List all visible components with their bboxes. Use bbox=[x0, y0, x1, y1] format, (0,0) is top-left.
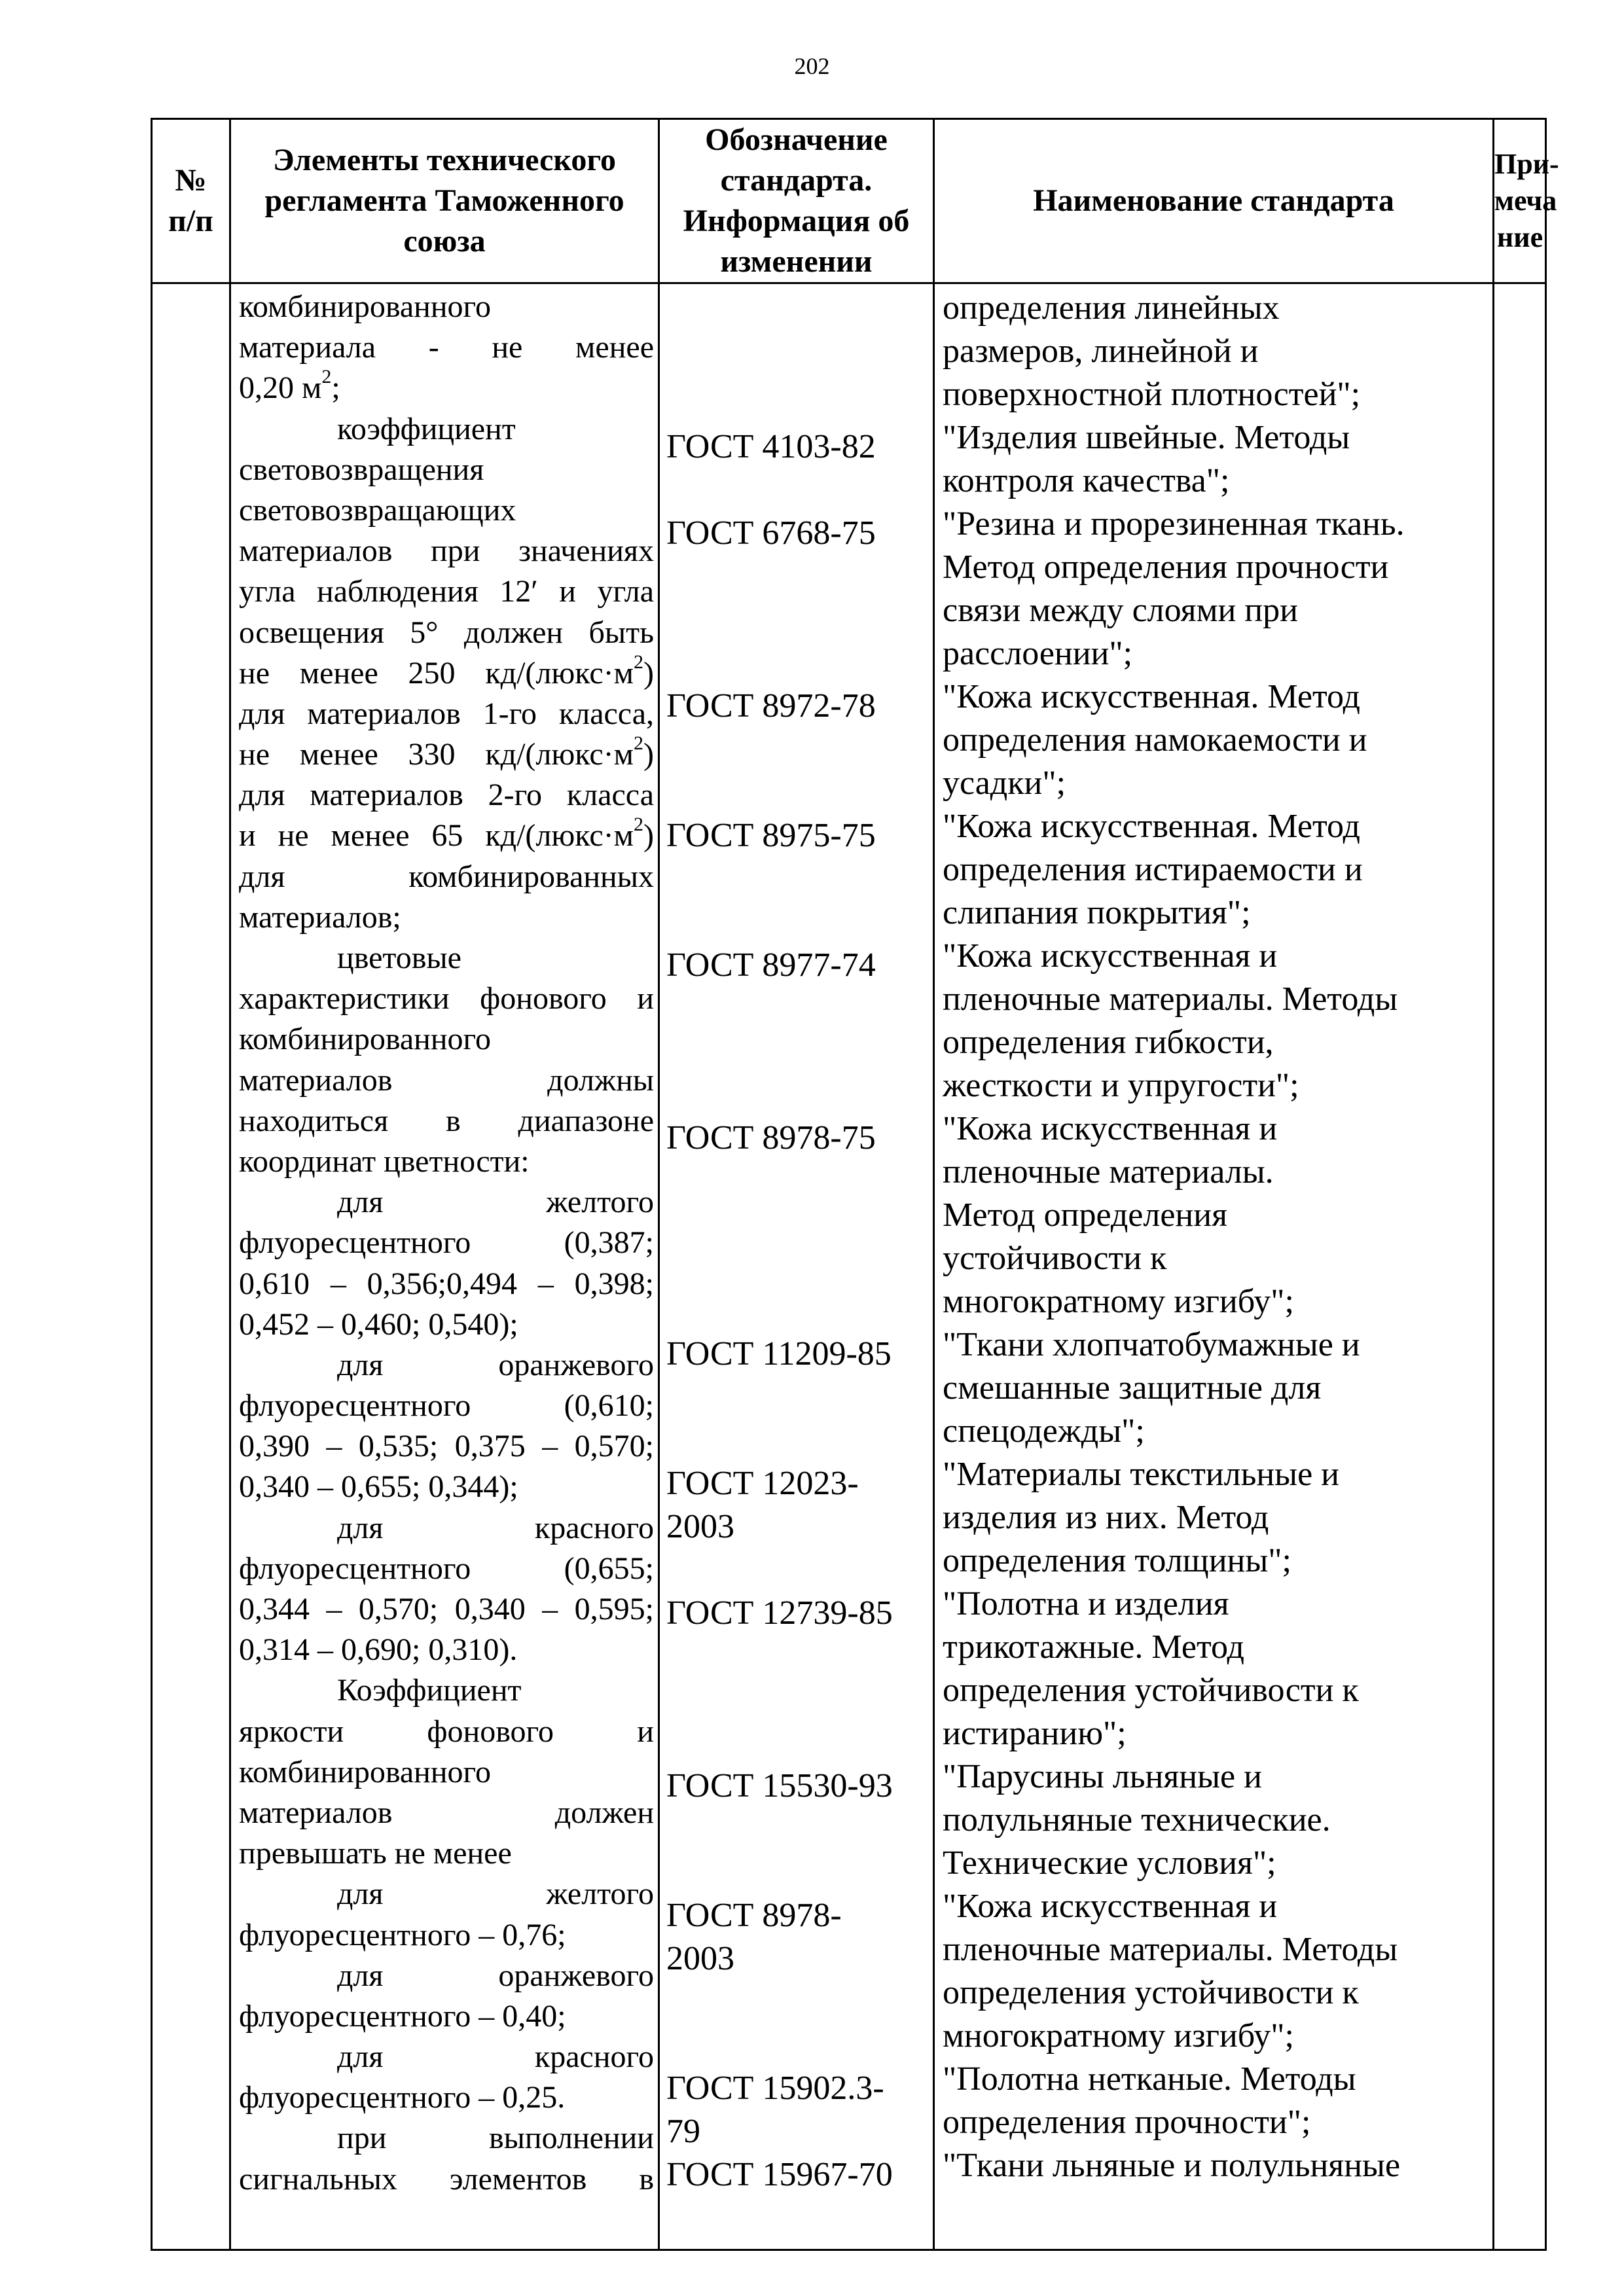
element-text-line: при выполнении bbox=[337, 2121, 654, 2156]
element-text-line: не менее 330 $кд/(люкс\cdot м^2)$ bbox=[239, 732, 654, 772]
element-text-line: материалов должны bbox=[239, 1062, 654, 1098]
standard-name-line: Технические условия"; bbox=[943, 1844, 1276, 1882]
element-text-line: для красного bbox=[337, 1510, 654, 1545]
header-num: № п/п bbox=[152, 119, 230, 283]
standard-name-line: спецодежды"; bbox=[943, 1412, 1145, 1450]
standard-code: ГОСТ 12739-85 bbox=[666, 1594, 893, 1632]
element-text-line: световозвращающих bbox=[239, 492, 516, 528]
element-text-line: для материалов 2-го класса bbox=[239, 778, 654, 813]
standard-name-line: расслоении"; bbox=[943, 635, 1133, 672]
element-text-line: яркости фонового и bbox=[239, 1713, 654, 1749]
element-text-line: не менее 250 $кд/(люкс\cdot м^2)$ bbox=[239, 651, 654, 691]
element-text-line: материалов; bbox=[239, 899, 401, 935]
standard-name-line: полульняные технические. bbox=[943, 1801, 1331, 1839]
standard-name-line: определения устойчивости к bbox=[943, 1672, 1359, 1709]
standard-code: ГОСТ 4103-82 bbox=[666, 428, 876, 465]
standard-code: ГОСТ 15530-93 bbox=[666, 1767, 893, 1804]
element-text-line: находиться в диапазоне bbox=[239, 1103, 654, 1138]
standard-name-line: "Резина и прорезиненная ткань. bbox=[943, 505, 1405, 543]
element-text-line: коэффициент bbox=[337, 411, 516, 446]
standard-name-line: изделия из них. Метод bbox=[943, 1499, 1269, 1536]
element-text-line: 0,314 – 0,690; 0,310). bbox=[239, 1632, 518, 1668]
standard-name-line: устойчивости к bbox=[943, 1240, 1167, 1277]
table-header-row bbox=[152, 119, 1546, 283]
element-text-line: для оранжевого bbox=[337, 1958, 654, 1993]
standard-name-line: поверхностной плотностей"; bbox=[943, 376, 1361, 413]
page-number: 202 bbox=[794, 53, 830, 79]
standard-name-list bbox=[935, 284, 1492, 2249]
cell-name bbox=[934, 283, 1494, 2250]
element-text-line: координат цветности: bbox=[239, 1143, 530, 1179]
header-designation: Обозначение стандарта. Информация об изменении bbox=[659, 119, 934, 283]
element-text-line: флуоресцентного (0,387; bbox=[239, 1225, 654, 1261]
standard-name-line: "Кожа искусственная и bbox=[943, 937, 1278, 975]
standard-name-line: пленочные материалы. Методы bbox=[943, 980, 1398, 1018]
standard-code: ГОСТ 8972-78 bbox=[666, 687, 876, 725]
element-text-line: 0,390 – 0,535; 0,375 – 0,570; bbox=[239, 1429, 654, 1464]
element-text-line: для оранжевого bbox=[337, 1347, 654, 1382]
table-row bbox=[152, 283, 1546, 2250]
standard-code: 2003 bbox=[666, 1508, 734, 1545]
element-text-line: освещения 5° должен быть bbox=[239, 615, 654, 650]
standard-code: ГОСТ 8977-74 bbox=[666, 946, 876, 984]
standard-name-line: "Материалы текстильные и bbox=[943, 1456, 1339, 1493]
element-text-line: Коэффициент bbox=[337, 1673, 522, 1708]
element-text-line: для желтого bbox=[337, 1876, 654, 1912]
standard-name-line: трикотажные. Метод bbox=[943, 1628, 1244, 1666]
element-text-line: 0,344 – 0,570; 0,340 – 0,595; bbox=[239, 1592, 654, 1626]
standard-name-line: связи между слоями при bbox=[943, 592, 1298, 629]
standard-code: ГОСТ 8978- bbox=[666, 1897, 842, 1934]
elements-text bbox=[231, 284, 658, 2200]
element-text-line: для комбинированных bbox=[239, 859, 654, 894]
standard-name-line: многократному изгибу"; bbox=[943, 1283, 1294, 1320]
element-text-line: комбинированного bbox=[239, 1022, 492, 1057]
standard-name-line: определения истираемости и bbox=[943, 851, 1363, 888]
element-text-line: материалов должен bbox=[239, 1795, 654, 1830]
cell-elements bbox=[230, 283, 659, 2250]
element-text-line: угла наблюдения 12′ и угла bbox=[239, 574, 654, 609]
standard-name-line: определения линейных bbox=[943, 289, 1280, 327]
element-text-line: комбинированного bbox=[239, 289, 492, 324]
standard-name-line: усадки"; bbox=[943, 764, 1066, 802]
standard-name-line: определения толщины"; bbox=[943, 1542, 1291, 1579]
standard-name-line: определения гибкости, bbox=[943, 1024, 1274, 1061]
element-text-line: световозвращения bbox=[239, 452, 484, 487]
standard-name-line: "Изделия швейные. Методы bbox=[943, 419, 1350, 456]
element-text-line: флуоресцентного (0,610; bbox=[239, 1388, 654, 1424]
standard-code: ГОСТ 8978-75 bbox=[666, 1119, 876, 1157]
standard-name-line: контроля качества"; bbox=[943, 462, 1230, 499]
standard-name-line: многократному изгибу"; bbox=[943, 2017, 1294, 2054]
standard-code: ГОСТ 6768-75 bbox=[666, 514, 876, 552]
standards-table bbox=[151, 118, 1559, 2251]
element-text-line: комбинированного bbox=[239, 1754, 492, 1789]
standard-name-line: размеров, линейной и bbox=[943, 332, 1259, 370]
element-text-line: и не менее 65 $кд/(люкс\cdot м^2)$ bbox=[239, 814, 654, 853]
standard-name-line: Метод определения прочности bbox=[943, 548, 1389, 586]
element-text-line: 0,610 – 0,356;0,494 – 0,398; bbox=[239, 1266, 654, 1301]
standard-code: ГОСТ 8975-75 bbox=[666, 817, 876, 854]
standard-name-line: пленочные материалы. bbox=[943, 1153, 1274, 1191]
standard-name-line: определения прочности"; bbox=[943, 2104, 1311, 2141]
standard-name-line: "Ткани хлопчатобумажные и bbox=[943, 1326, 1360, 1363]
standard-code: ГОСТ 15967-70 bbox=[666, 2156, 893, 2193]
element-text-line: 0,340 – 0,655; 0,344); bbox=[239, 1469, 518, 1505]
cell-num bbox=[152, 283, 230, 2250]
element-text-line: превышать не менее bbox=[239, 1836, 512, 1871]
standard-name-line: "Кожа искусственная и bbox=[943, 1110, 1278, 1147]
standard-name-line: "Ткани льняные и полульняные bbox=[943, 2147, 1401, 2184]
standard-code: 2003 bbox=[666, 1940, 734, 1977]
standard-name-line: жесткости и упругости"; bbox=[943, 1067, 1299, 1104]
cell-designation bbox=[659, 283, 934, 2250]
standard-name-line: слипания покрытия"; bbox=[943, 894, 1251, 931]
element-text-line: для желтого bbox=[337, 1185, 654, 1220]
element-text-line: флуоресцентного – 0,25. bbox=[239, 2080, 566, 2115]
standard-name-line: определения устойчивости к bbox=[943, 1974, 1359, 2011]
element-text-line: цветовые bbox=[337, 941, 461, 975]
header-note: При-меча ние bbox=[1494, 119, 1546, 283]
header-elements: Элементы технического регламента Таможенного союза bbox=[230, 119, 659, 283]
designation-list bbox=[660, 284, 933, 2249]
element-text-line: материалов при значениях bbox=[239, 533, 654, 569]
element-text-line: флуоресцентного (0,655; bbox=[239, 1551, 654, 1586]
standard-code: ГОСТ 12023- bbox=[666, 1465, 859, 1502]
standard-name-line: "Полотна и изделия bbox=[943, 1585, 1229, 1623]
element-text-line: характеристики фонового и bbox=[239, 981, 654, 1016]
element-text-line: 0,452 – 0,460; 0,540); bbox=[239, 1306, 518, 1342]
element-text-line: флуоресцентного – 0,40; bbox=[239, 1998, 566, 2034]
element-text-line: флуоресцентного – 0,76; bbox=[239, 1917, 566, 1952]
standard-code: ГОСТ 11209-85 bbox=[666, 1335, 892, 1372]
standard-name-line: определения намокаемости и bbox=[943, 721, 1367, 759]
element-text-line: 0,20 $м^2$; bbox=[239, 366, 340, 406]
standard-code: ГОСТ 15902.3- bbox=[666, 2070, 884, 2107]
cell-note bbox=[1494, 283, 1546, 2250]
header-name: Наименование стандарта bbox=[934, 119, 1494, 283]
standard-name-line: "Кожа искусственная. Метод bbox=[943, 678, 1360, 715]
standard-code: 79 bbox=[666, 2113, 700, 2150]
standard-name-line: смешанные защитные для bbox=[943, 1369, 1322, 1407]
standard-name-line: истиранию"; bbox=[943, 1715, 1127, 1752]
element-text-line: для красного bbox=[337, 2039, 654, 2075]
element-text-line: сигнальных элементов в bbox=[239, 2161, 654, 2197]
standard-name-line: "Парусины льняные и bbox=[943, 1758, 1262, 1795]
standard-name-line: "Кожа искусственная. Метод bbox=[943, 808, 1360, 845]
standard-name-line: пленочные материалы. Методы bbox=[943, 1931, 1398, 1968]
standard-name-line: Метод определения bbox=[943, 1196, 1227, 1234]
standard-name-line: "Кожа искусственная и bbox=[943, 1888, 1278, 1925]
standard-name-line: "Полотна нетканые. Методы bbox=[943, 2060, 1356, 2098]
element-text-line: для материалов 1-го класса, bbox=[239, 696, 654, 731]
element-text-line: материала - не менее bbox=[239, 330, 654, 365]
